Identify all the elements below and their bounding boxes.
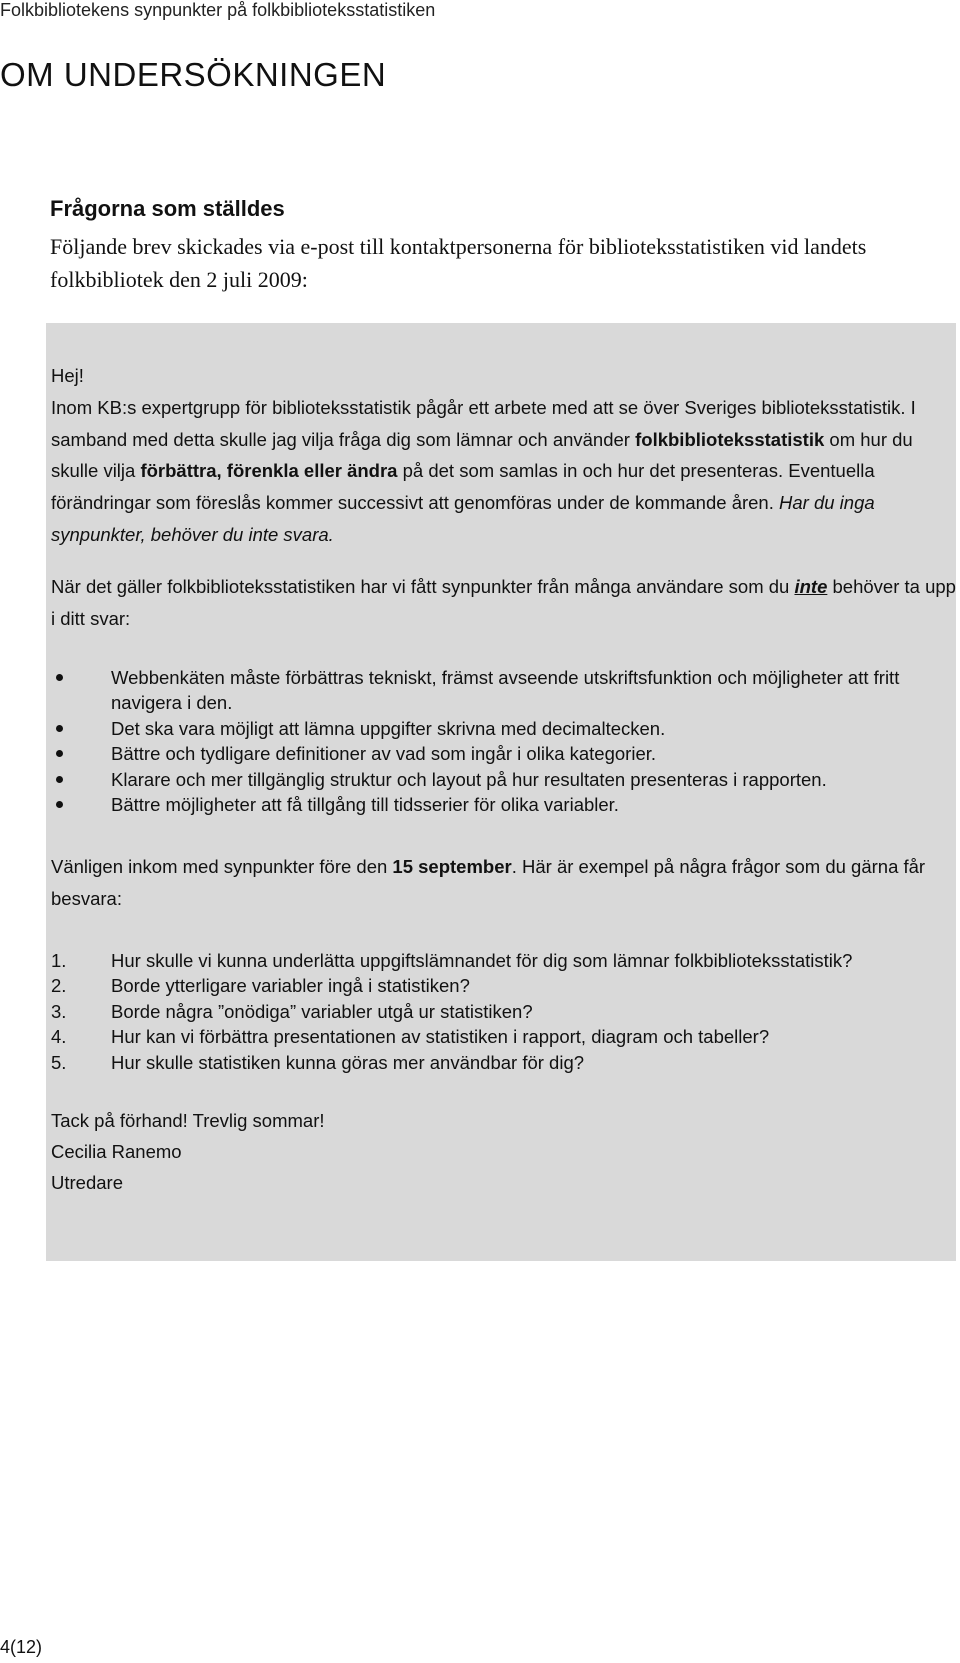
- bullet-text: Bättre möjligheter att få tillgång till tidsserier för olika variabler.: [111, 794, 619, 816]
- question-text: Hur kan vi förbättra presentationen av statistiken i rapport, diagram och tabeller?: [111, 1026, 770, 1048]
- bullet-item: [51, 792, 956, 818]
- signature-title: Utredare: [51, 1172, 123, 1194]
- bullet-text: Webbenkäten måste förbättras tekniskt, främst avseende utskriftsfunktion och möjligheter att fritt navigera i den.: [111, 666, 900, 714]
- question-number: 1.: [51, 949, 67, 971]
- deadline-date: 15 september: [392, 855, 512, 877]
- page-number: 4(12): [0, 1637, 43, 1657]
- bold-term-statistics: folkbiblioteksstatistik: [635, 428, 825, 450]
- bullet-dot-icon: [56, 674, 63, 681]
- bullet-dot-icon: [56, 750, 63, 757]
- question-text: Hur skulle vi kunna underlätta uppgiftslämnandet för dig som lämnar folkbiblioteksstatistik?: [111, 949, 853, 971]
- letter-closing: Tack på förhand! Trevlig sommar!: [51, 1110, 325, 1132]
- paragraph-text: . Här är exempel på några frågor som du gärna får besvara:: [51, 855, 926, 909]
- intro-paragraph: Följande brev skickades via e-post till kontaktpersonerna för biblioteksstatistiken vid landets folkbibliotek den 2 juli 2009:: [50, 234, 867, 292]
- bullet-dot-icon: [56, 801, 63, 808]
- letter-box: [46, 323, 956, 1261]
- paragraph-text: Vänligen inkom med synpunkter före den: [51, 855, 393, 877]
- feedback-bullet-list: [51, 665, 956, 818]
- question-number: 2.: [51, 975, 67, 997]
- question-number: 5.: [51, 1051, 67, 1073]
- letter-paragraph-request: [51, 392, 956, 551]
- question-item: [51, 973, 956, 999]
- paragraph-text: om hur du skulle vilja: [51, 428, 913, 482]
- question-item: [51, 999, 956, 1025]
- letter-greeting: Hej!: [51, 365, 84, 386]
- section-title: OM UNDERSÖKNINGEN: [0, 56, 387, 93]
- question-text: Borde några ”onödiga” variabler utgå ur statistiken?: [111, 1000, 533, 1022]
- sub-heading: Frågorna som ställdes: [50, 196, 285, 221]
- bullet-item: [51, 716, 956, 742]
- question-item: [51, 1050, 956, 1076]
- question-number: 4.: [51, 1026, 67, 1048]
- question-item: [51, 948, 956, 974]
- bullet-text: Klarare och mer tillgänglig struktur och layout på hur resultaten presenteras i rapporten.: [111, 768, 827, 790]
- italic-note: Har du inga synpunkter, behöver du inte svara.: [51, 492, 875, 545]
- bullet-text: Det ska vara möjligt att lämna uppgifter skrivna med decimaltecken.: [111, 717, 666, 739]
- signature-name: Cecilia Ranemo: [51, 1141, 182, 1163]
- bold-term-actions: förbättra, förenkla eller ändra: [140, 460, 398, 482]
- bullet-dot-icon: [56, 725, 63, 732]
- letter-paragraph-known-feedback: [51, 571, 956, 635]
- paragraph-text: behöver ta upp i ditt svar:: [51, 575, 956, 629]
- question-number: 3.: [51, 1000, 67, 1022]
- letter-paragraph-deadline: [51, 851, 956, 915]
- paragraph-text: på det som samlas in och hur det presenteras. Eventuella förändringar som föreslås kommer successivt att genomföras under de kommande åren.: [51, 460, 875, 514]
- question-item: [51, 1024, 956, 1050]
- paragraph-text: När det gäller folkbiblioteksstatistiken har vi fått synpunkter från många användare som du: [51, 575, 795, 597]
- question-text: Borde ytterligare variabler ingå i statistiken?: [111, 975, 470, 997]
- question-list: [51, 948, 956, 1076]
- bullet-item: [51, 741, 956, 767]
- running-header: Folkbibliotekens synpunkter på folkbiblioteksstatistiken: [0, 0, 436, 20]
- question-text: Hur skulle statistiken kunna göras mer användbar för dig?: [111, 1051, 585, 1073]
- bullet-text: Bättre och tydligare definitioner av vad som ingår i olika kategorier.: [111, 743, 657, 765]
- emphasis-inte: inte: [794, 575, 828, 597]
- bullet-dot-icon: [56, 776, 63, 783]
- bullet-item: [51, 665, 956, 716]
- paragraph-text: Inom KB:s expertgrupp för biblioteksstatistik pågår ett arbete med att se över Sveriges biblioteksstatistik. I samband med detta skulle jag vilja fråga dig som lämnar och använder: [51, 397, 916, 450]
- bullet-item: [51, 767, 956, 793]
